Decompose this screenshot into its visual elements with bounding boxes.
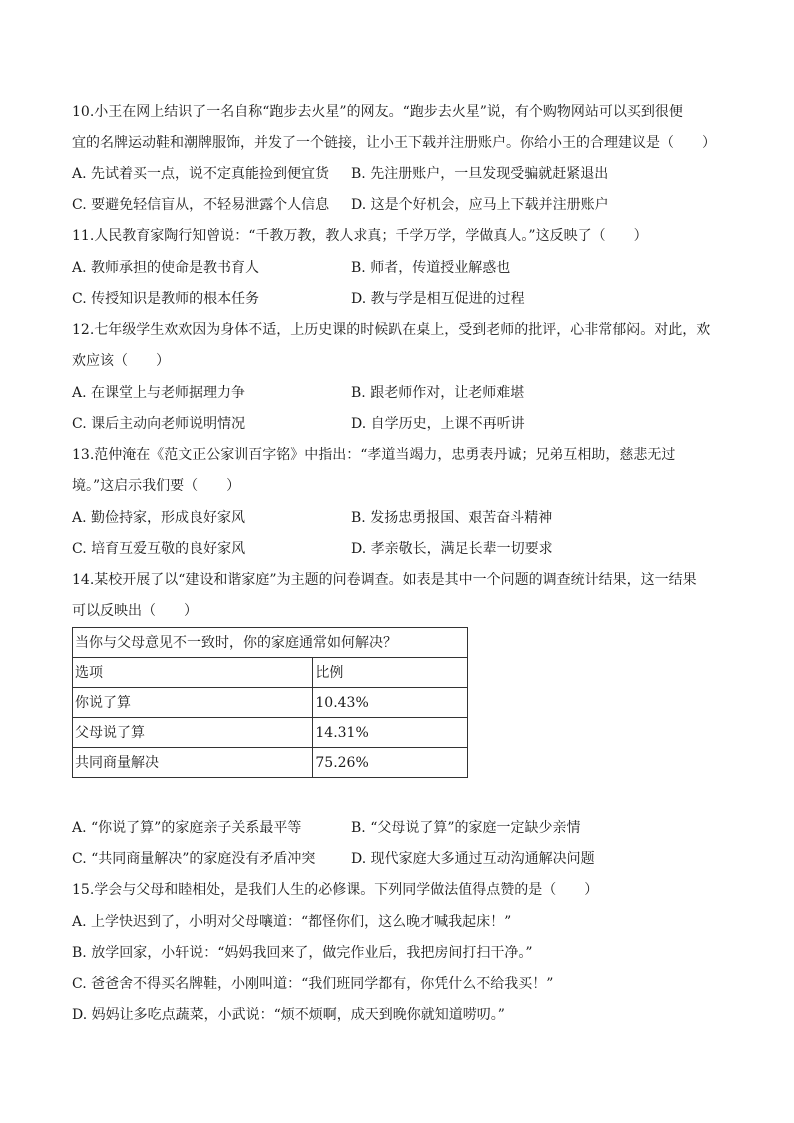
table-header-row — [73, 658, 468, 688]
q14-option-c: C. “共同商量解决”的家庭没有矛盾冲突 — [72, 851, 316, 867]
q13-option-d: D. 孝亲敬长，满足长辈一切要求 — [351, 541, 553, 557]
q15-option-a: A. 上学快迟到了，小明对父母嚷道：“都怪你们，这么晚才喊我起床！” — [72, 914, 512, 930]
q11-option-a: A. 教师承担的使命是教书育人 — [72, 260, 260, 276]
q15-option-b: B. 放学回家，小轩说：“妈妈我回来了，做完作业后，我把房间打扫干净。” — [72, 945, 533, 961]
q13-option-a: A. 勤俭持家，形成良好家风 — [72, 510, 246, 526]
q12-stem-line2: 欢应该（ ） — [72, 353, 170, 369]
table-row — [73, 688, 468, 718]
q13-option-b: B. 发扬忠勇报国、艰苦奋斗精神 — [351, 510, 553, 526]
q14-option-a: A. “你说了算”的家庭亲子关系最平等 — [72, 820, 302, 836]
survey-table — [72, 627, 468, 778]
q10-option-b: B. 先注册账户，一旦发现受骗就赶紧退出 — [351, 166, 609, 182]
q12-option-c: C. 课后主动向老师说明情况 — [72, 416, 246, 432]
q12-option-b: B. 跟老师作对，让老师难堪 — [351, 385, 525, 401]
table-cell: 75.26% — [313, 748, 468, 778]
q11-stem-line1: 11.人民教育家陶行知曾说：“千教万教，教人求真；千学万学，学做真人。”这反映了（ ） — [72, 228, 648, 244]
q13-option-c: C. 培育互爱互敬的良好家风 — [72, 541, 246, 557]
survey-question-cell: 当你与父母意见不一致时，你的家庭通常如何解决？ — [73, 628, 468, 658]
header-option-cell: 选项 — [73, 658, 313, 688]
q11-option-c: C. 传授知识是教师的根本任务 — [72, 291, 260, 307]
q14-option-b: B. “父母说了算”的家庭一定缺少亲情 — [351, 820, 581, 836]
q10-option-c: C. 要避免轻信盲从，不轻易泄露个人信息 — [72, 197, 330, 213]
table-cell: 你说了算 — [73, 688, 313, 718]
table-row — [73, 748, 468, 778]
q11-option-d: D. 教与学是相互促进的过程 — [351, 291, 525, 307]
q10-option-a: A. 先试着买一点，说不定真能捡到便宜货 — [72, 166, 330, 182]
q12-stem-line1: 12.七年级学生欢欢因为身体不适，上历史课的时候趴在桌上，受到老师的批评，心非常郁闷。对此，欢 — [72, 322, 711, 338]
q14-stem-line1: 14.某校开展了以“建设和谐家庭”为主题的问卷调查。如表是其中一个问题的调查统计结果，这一结果 — [72, 572, 697, 588]
q14-option-d: D. 现代家庭大多通过互动沟通解决问题 — [351, 851, 595, 867]
q10-stem-line1: 10.小王在网上结识了一名自称“跑步去火星”的网友。“跑步去火星”说，有个购物网站可以买到很便 — [72, 104, 683, 120]
q13-stem-line2: 境。”这启示我们要（ ） — [72, 478, 241, 494]
table-cell: 14.31% — [313, 718, 468, 748]
q10-stem-line2: 宜的名牌运动鞋和潮牌服饰，并发了一个链接，让小王下载并注册账户。你给小王的合理建议是（ ） — [72, 135, 716, 151]
q14-stem-line2: 可以反映出（ ） — [72, 603, 198, 619]
q10-option-d: D. 这是个好机会，应马上下载并注册账户 — [351, 197, 609, 213]
q15-stem-line1: 15.学会与父母和睦相处，是我们人生的必修课。下列同学做法值得点赞的是（ ） — [72, 882, 599, 898]
q11-option-b: B. 师者，传道授业解惑也 — [351, 260, 511, 276]
q12-option-d: D. 自学历史，上课不再听讲 — [351, 416, 525, 432]
table-cell: 共同商量解决 — [73, 748, 313, 778]
table-row — [73, 718, 468, 748]
q13-stem-line1: 13.范仲淹在《范文正公家训百字铭》中指出：“孝道当竭力，忠勇表丹诚；兄弟互相助，慈悲无过 — [72, 447, 676, 463]
q15-option-c: C. 爸爸舍不得买名牌鞋，小刚叫道：“我们班同学都有，你凭什么不给我买！” — [72, 976, 554, 992]
table-cell: 父母说了算 — [73, 718, 313, 748]
header-ratio-cell: 比例 — [313, 658, 468, 688]
table-cell: 10.43% — [313, 688, 468, 718]
table-row — [73, 628, 468, 658]
q15-option-d: D. 妈妈让多吃点蔬菜，小武说：“烦不烦啊，成天到晚你就知道唠叨。” — [72, 1007, 505, 1023]
q12-option-a: A. 在课堂上与老师据理力争 — [72, 385, 246, 401]
